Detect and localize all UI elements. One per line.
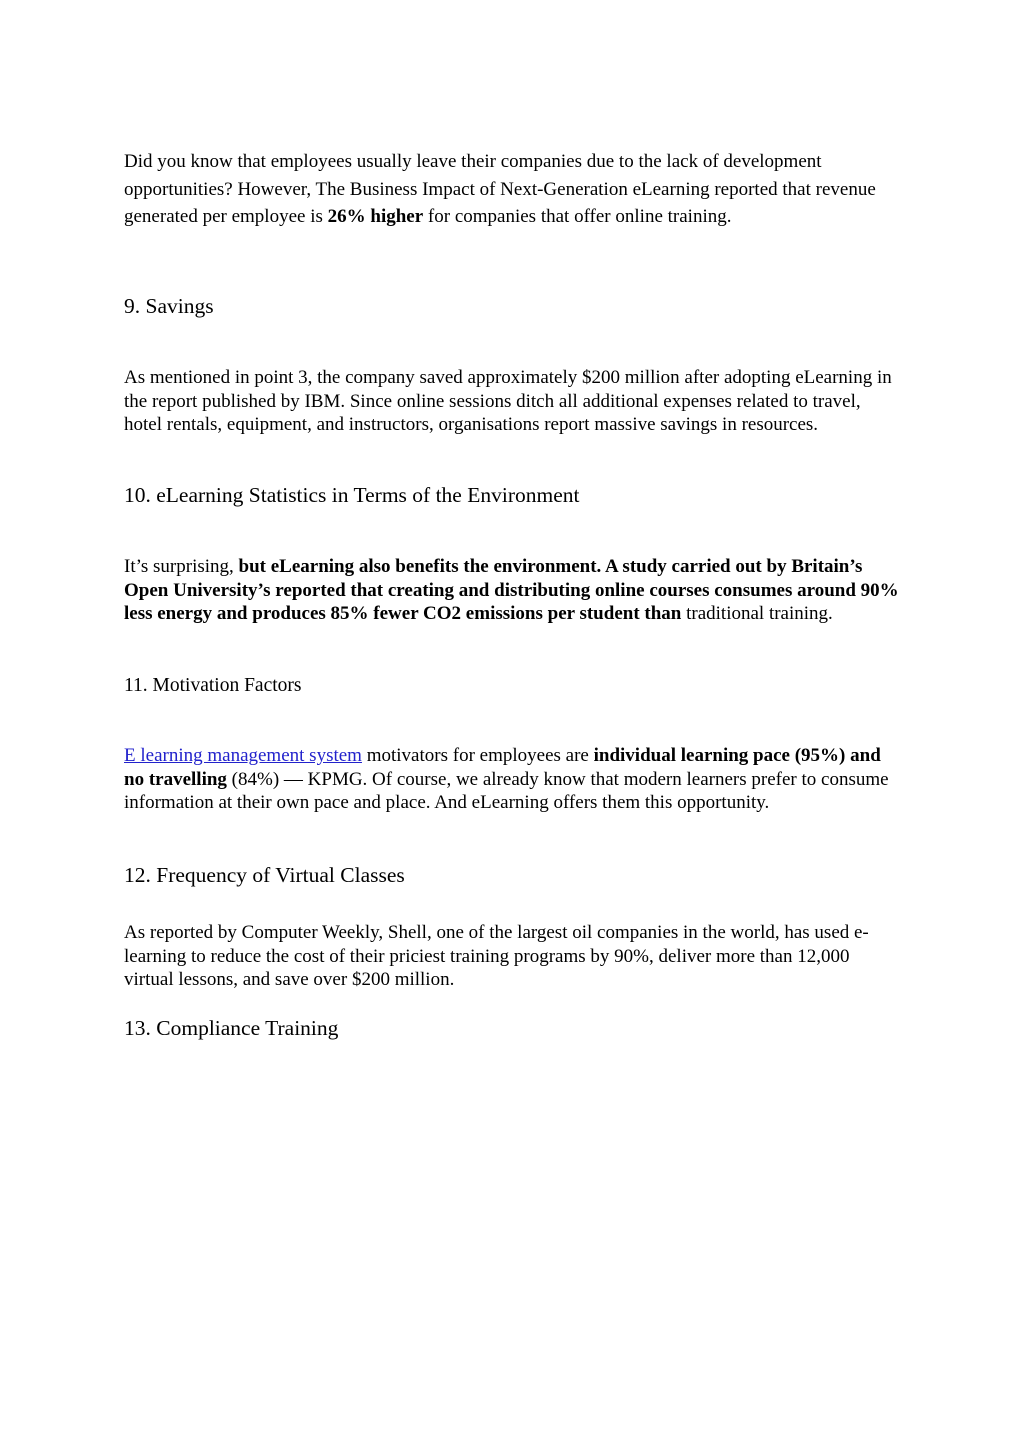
motivation-text-1: motivators for employees are xyxy=(361,745,594,766)
intro-paragraph xyxy=(124,148,899,231)
intro-bold-stat: 26% higher xyxy=(327,206,424,227)
heading-savings: 9. Savings xyxy=(124,294,214,318)
motivation-bold-text: individual learning pace (95%) and no travelling xyxy=(124,745,881,790)
environment-paragraph xyxy=(124,555,899,626)
heading-environment: 10. eLearning Statistics in Terms of the Environment xyxy=(124,483,580,507)
virtual-classes-paragraph: As reported by Computer Weekly, Shell, one of the largest oil companies in the world, has used e-learning to reduce the cost of their priciest training programs by 90%, deliver more than 12,000 virtual lessons, and save over $200 million. xyxy=(124,922,869,991)
environment-text-2: traditional training. xyxy=(681,603,833,625)
environment-text-1: It’s surprising, xyxy=(124,556,239,577)
savings-paragraph: As mentioned in point 3, the company saved approximately $200 million after adopting eLearning in the report published by IBM. Since online sessions ditch all additional expenses related to travel, hotel rentals, equipment, and instructors, organisations report massive savings in resources. xyxy=(124,367,892,436)
elearning-lms-link[interactable]: E learning management system xyxy=(124,745,362,766)
motivation-paragraph xyxy=(124,744,899,815)
motivation-text-2: (84%) — KPMG. Of course, we already know that modern learners prefer to consume information at their own pace and place. And eLearning offers them this opportunity. xyxy=(124,768,889,814)
heading-compliance: 13. Compliance Training xyxy=(124,1016,339,1040)
environment-bold-text: but eLearning also benefits the environment. A study carried out by Britain’s Open University’s reported that creating and distributing online courses consumes around 90% less energy and produces 85% fewer CO2 emissions per student than xyxy=(124,556,899,625)
heading-motivation: 11. Motivation Factors xyxy=(124,675,302,696)
intro-text-2: for companies that offer online training. xyxy=(423,206,732,227)
intro-text-1: Did you know that employees usually leave their companies due to the lack of development opportunities? However, The Business Impact of Next-Generation eLearning reported that revenue generated per employee is xyxy=(124,151,876,227)
heading-virtual-classes: 12. Frequency of Virtual Classes xyxy=(124,863,405,887)
